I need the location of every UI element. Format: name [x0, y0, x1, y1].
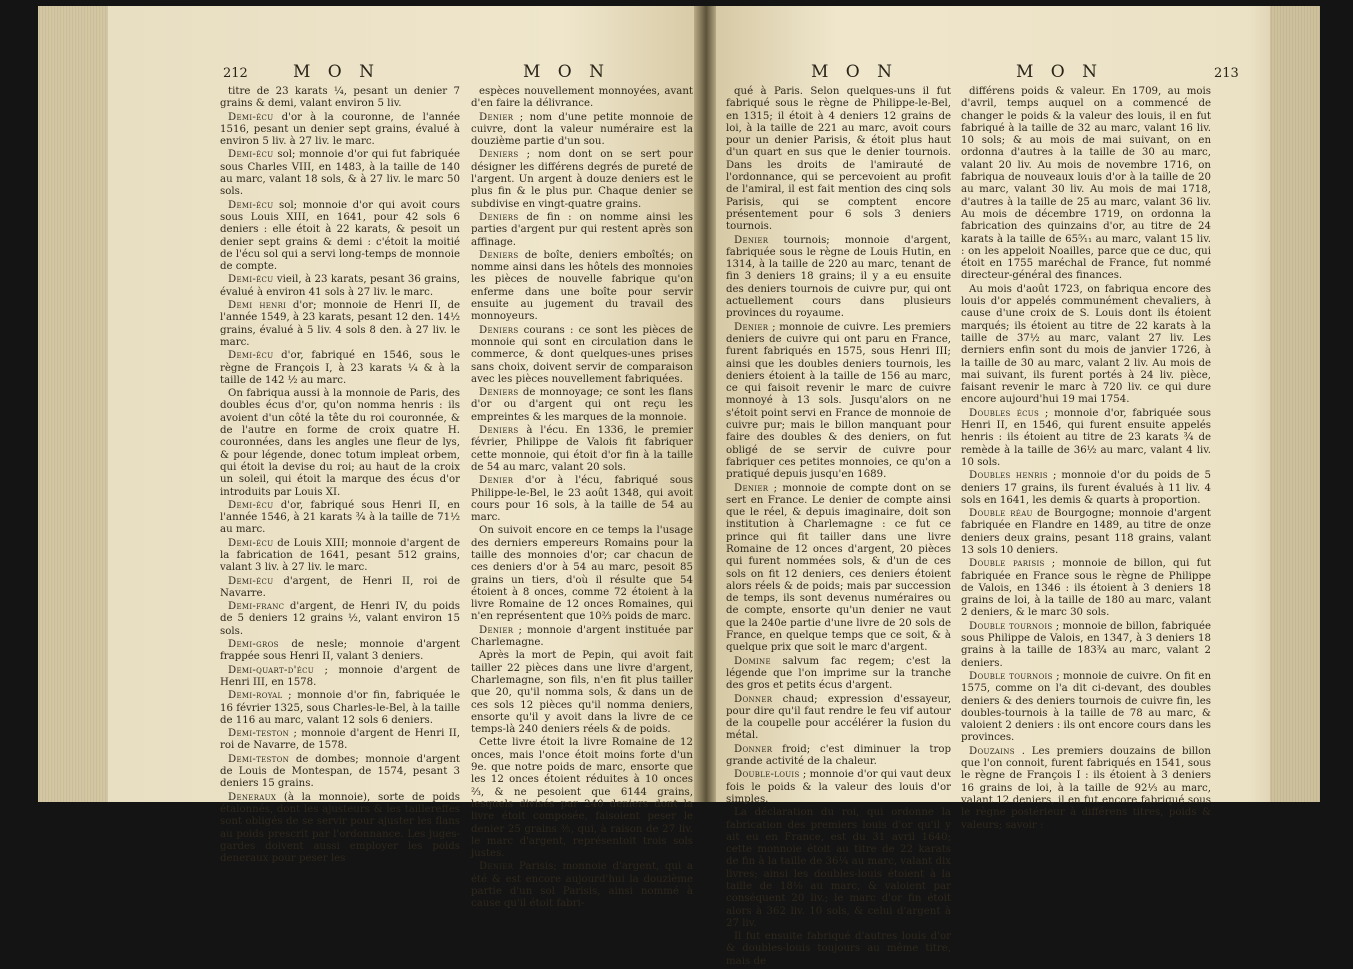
right-column-2 [961, 86, 1211, 833]
entry-text: titre de 23 karats ¼, pesant un denier 7 grains & demi, valant environ 5 liv. [220, 86, 460, 110]
entry-text: Cette livre étoit la livre Romaine de 12 onces, mais l'once étoit moins forte d'un 9e. que notre poids de marc, ensorte que les 12 onces étoient réduites à 10 onces ⅔, & ne pesoient que 6144 grains, lesquels divisés par 240 deniers dont la livre étoit composée, faisoient peser le denier 25 grains ⅗, qui, à raison de 27 liv. le marc d'argent, représentoit trois sols justes. [471, 737, 693, 860]
dictionary-entry [961, 408, 1211, 469]
entry-text: sol; monnoie d'or qui avoit cours sous Louis XIII, en 1641, pour 42 sols 6 deniers : elle étoit à 22 karats, & pesoit un denier sept grains & demi : c'étoit la moitié de l'écu sol qui a servi long-temps de monnoie de compte. [220, 199, 460, 273]
left-page-edges [38, 6, 108, 802]
entry-text: espèces nouvellement monnoyées, avant d'en faire la délivrance. [471, 86, 693, 110]
dictionary-entry [220, 690, 460, 727]
dictionary-entry [961, 558, 1211, 619]
dictionary-entry [471, 112, 693, 149]
dictionary-entry [471, 737, 693, 860]
entry-text: d'argent, de Henri II, roi de Navarre. [220, 575, 460, 599]
dictionary-entry [961, 508, 1211, 557]
entry-term: Deniers [479, 387, 519, 399]
entry-text: La déclaration du roi, qui ordonne la fabrication des premiers louis d'or qu'il y ait eu en France, est du 31 avril 1640; cette monnoie étoit au titre de 22 karats de fin à la taille de 36¼ au marc, valant dix livres; ainsi les doubles-louis étoient à la taille de 18⅛ au marc, & valoient par conséquent 20 liv.; le marc d'or fin étoit alors à 362 liv. 10 sols, & celui d'argent à 27 liv. [726, 807, 951, 929]
dictionary-entry [220, 200, 460, 274]
left-running-head-1: M O N [293, 62, 381, 82]
entry-text: vieil, à 23 karats, pesant 36 grains, évalué à environ 41 sols à 27 liv. le marc. [220, 274, 460, 298]
entry-term: Deneraux [228, 791, 277, 803]
right-page [716, 6, 1320, 967]
entry-text: d'argent, de Henri IV, du poids de 5 deniers 12 grains ½, valant environ 15 sols. [220, 601, 460, 637]
left-column-2 [471, 86, 693, 912]
entry-term: Demi-teston [228, 753, 290, 765]
dictionary-entry [220, 300, 460, 349]
entry-text: différens poids & valeur. En 1709, au mois d'avril, temps auquel on a commencé de changer le poids & la valeur des louis, il en fut fabriqué à la taille de 32 au marc, valant 16 liv. 10 sols; & au mois de mai suivant, on en ordonna d'autres à la taille de 30 au marc, valant 20 liv. Au mois de novembre 1716, on fabriqua de nouveaux louis d'or à la taille de 20 au marc, valant 30 liv. Au mois de mai 1718, d'autres à la taille de 25 au marc, valant 36 liv. Au mois de décembre 1719, on ordonna la fabrication des quinzains d'or, au titre de 24 karats à la taille de 65⁵⁄₁₁ au marc, valant 15 liv. : on les appeloit Noailles, parce que ce duc, qui étoit en 1755 maréchal de France, fut nommé directeur-général des finances. [961, 86, 1211, 282]
entry-term: Demi-gros [228, 639, 279, 651]
entry-term: Demi-écu [228, 537, 274, 549]
dictionary-entry [471, 86, 693, 111]
entry-text: de fin : on nomme ainsi les parties d'argent pur qui restent après son affinage. [471, 211, 693, 248]
entry-text: ; monnoie d'or fin, fabriquée le 16 février 1325, sous Charles-le-Bel, à la taille de 116 au marc, valant 12 sols 6 deniers. [220, 690, 460, 726]
entry-term: Double-louis [734, 769, 800, 781]
entry-text: ; monnoie d'or qui vaut deux fois le poids & la valeur des louis d'or simples. [726, 769, 952, 805]
dictionary-entry [961, 86, 1211, 283]
entry-text: On suivoit encore en ce temps la l'usage des derniers empereurs Romains pour la taille des monnoies d'or; car chacun de ces deniers d'or à 54 au marc, pesoit 85 grains un tiers, d'où il résulte que 54 étoient à 8 onces, comme 72 étoient à la livre Romaine de 12 onces Romaines, qui n'en représentent que 10⅔ poids de marc. [471, 525, 693, 623]
open-book [38, 6, 1320, 967]
entry-text: d'or, fabriqué sous Henri II, en l'année 1546, à 21 karats ¾ à la taille de 71½ au marc. [220, 499, 460, 536]
entry-text: froid; c'est diminuer la trop grande activité de la chaleur. [726, 743, 951, 768]
entry-text: ; monnoie de billon, fabriquée sous Philippe de Valois, en 1347, à 3 deniers 18 grains à la taille de 183¾ au marc, valant 2 deniers. [961, 620, 1211, 669]
right-folio: 213 [1214, 66, 1239, 81]
entry-text: ; monnoie de cuivre. Les premiers deniers de cuivre qui ont paru en France, furent fabriqués en 1575, sous Henri III; ainsi que les doubles deniers tournois, les deniers étoient à la taille de 156 au marc, ce qui faisoit revenir le marc de cuivre monnoyé à 13 sols. Jusqu'alors on ne s'étoit point servi en France de monnoie de cuivre pur; mais le billon manquant pour faire des doubles & des deniers, on fut obligé de se servir de cuivre pour fabriquer ces petites monnoies, ce qu'on a pratiqué depuis jusqu'en 1689. [726, 321, 951, 481]
dictionary-entry [961, 470, 1211, 507]
entry-term: Denier [479, 475, 514, 487]
entry-term: Deniers [479, 249, 519, 261]
entry-text: salvum fac regem; c'est la légende que l'on imprime sur la tranche des gros et petits écus d'argent. [726, 655, 951, 692]
entry-text: tournois; monnoie d'argent, fabriquée sous le règne de Louis Hutin, en 1314, à la taille de 220 au marc, tenant de fin 3 deniers 18 grains; il y a eu ensuite des deniers tournois de cuivre pur, qui ont actuellement cours dans plusieurs provinces du royaume. [726, 234, 951, 320]
right-page-edges [1270, 6, 1320, 802]
entry-term: Deniers [479, 211, 519, 223]
entry-term: Double tournois [969, 670, 1053, 682]
entry-text: de boîte, deniers emboîtés; on nomme ainsi dans les hôtels des monnoies les pièces de nouvelle fabrique qu'on enferme dans une boîte pour servir ensuite au jugement du travail des monnoyeurs. [471, 249, 693, 323]
entry-term: Demi-écu [228, 199, 274, 211]
dictionary-entry [471, 650, 693, 736]
entry-term: Domine [734, 655, 771, 667]
right-column-1 [726, 86, 951, 969]
dictionary-entry [220, 149, 460, 198]
dictionary-entry [220, 754, 460, 791]
dictionary-entry [726, 235, 951, 321]
entry-term: Demi-écu [228, 499, 274, 511]
entry-text: ; nom dont on se sert pour désigner les différens degrés de pureté de l'argent. Un argent à douze deniers est le plus fin & le plus pur. Chaque denier se subdivise en vingt-quatre grains. [471, 149, 693, 210]
left-running-head-2: M O N [523, 62, 611, 82]
entry-text: Après la mort de Pepin, qui avoit fait tailler 22 pièces dans une livre d'argent, Charlemagne, son fils, n'en fit plus tailler que 20, qu'il nomma sols, & dans un de ces sols 12 pièces qu'il nomma deniers, ensorte qu'il y avoit dans la livre de ce temps-là 240 deniers réels & de poids. [471, 650, 693, 736]
entry-term: Deniers [479, 149, 519, 161]
entry-text: ; monnoie d'or, fabriquée sous Henri II, en 1546, qui furent ensuite appelés henris : ils étoient au titre de 23 karats ¾ de remède à la taille de 36½ au marc, valant 4 liv. 10 sols. [961, 407, 1211, 468]
dictionary-entry [471, 325, 693, 386]
left-page [38, 6, 694, 910]
entry-term: Donner [734, 693, 773, 705]
dictionary-entry [961, 746, 1211, 832]
dictionary-entry [726, 807, 951, 930]
dictionary-entry [726, 769, 951, 806]
entry-text: On fabriqua aussi à la monnoie de Paris, des doubles écus d'or, qu'on nomma henris : ils avoient d'un côté la tête du roi couronnée, & de l'autre en forme de croix quatre H. couronnées, dans les angles une fleur de lys, & pour légende, donec totum impleat orbem, qui étoit la devise du roi; au haut de la croix un soleil, qui étoit la marque des écus d'or introduits par Louis XI. [220, 388, 460, 498]
dictionary-entry [726, 86, 951, 234]
entry-text: de nesle; monnoie d'argent frappée sous Henri II, valant 3 deniers. [220, 639, 460, 663]
dictionary-entry [220, 576, 460, 601]
dictionary-entry [220, 350, 460, 387]
left-column-1 [220, 86, 460, 866]
dictionary-entry [471, 425, 693, 474]
entry-term: Double tournois [969, 620, 1053, 632]
entry-text: ; monnoie de cuivre. On fit en 1575, comme on l'a dit ci-devant, des doubles deniers & des deniers tournois de cuivre fin, les doubles-tournois à la taille de 78 au marc, & valoient 2 deniers : ils ont encore cours dans les provinces. [961, 670, 1212, 744]
dictionary-entry [220, 274, 460, 299]
entry-text: Au mois d'août 1723, on fabriqua encore des louis d'or appelés communément chevaliers, à cause d'une croix de S. Louis dont ils étoient marqués; ils étoient au titre de 22 karats à la taille de 37½ au marc, valant 27 liv. Les derniers enfin sont du mois de janvier 1726, à la taille de 30 au marc, valant 2 liv. Au mois de mai suivant, ils furent portés à 24 liv. pièce, faisant revenir le marc à 720 liv. ce qui dure encore aujourd'hui 19 mai 1754. [961, 283, 1211, 406]
entry-term: Double parisis [969, 558, 1045, 570]
entry-term: Demi-franc [228, 601, 285, 613]
dictionary-entry [471, 149, 693, 210]
dictionary-entry [471, 250, 693, 324]
entry-text: qué à Paris. Selon quelques-uns il fut fabriqué sous le règne de Philippe-le-Bel, en 1315; il étoit à 4 deniers 12 grains de loi, à la taille de 221 au marc, avoit cours pour un denier Parisis, & étoit plus haut d'un quart en sus que le denier tournois. Dans les droits de l'amirauté de l'ordonnance, qui se percevoient au profit de l'amiral, il est fait mention des cinq sols Parisis, qui se comptent encore présentement pour 6 sols 3 deniers tournois. [726, 86, 951, 233]
entry-text: d'or, fabriqué en 1546, sous le règne de François I, à 23 karats ¼ & à la taille de 142 ½ au marc. [220, 350, 460, 386]
entry-term: Denier [479, 624, 514, 636]
entry-text: d'or à l'écu, fabriqué sous Philippe-le-Bel, le 23 août 1348, qui avoit cours pour 16 sols, à la taille de 54 au marc. [471, 475, 693, 524]
dictionary-entry [471, 525, 693, 623]
entry-text: sol; monnoie d'or qui fut fabriquée sous Charles VIII, en 1483, à la taille de 140 au marc, valant 18 sols, & à 27 liv. le marc 50 sols. [220, 149, 460, 198]
right-running-head-1: M O N [811, 62, 899, 82]
entry-term: Doubles henris [969, 470, 1048, 482]
dictionary-entry [220, 639, 460, 664]
entry-text: ; monnoie d'argent de Henri III, en 1578. [220, 664, 460, 688]
entry-text: de dombes; monnoie d'argent de Louis de Montespan, de 1574, pesant 3 deniers 15 grains. [220, 753, 460, 790]
dictionary-entry [220, 665, 460, 690]
entry-term: Denier [734, 321, 769, 333]
entry-term: Deniers [479, 425, 519, 437]
entry-text: ; monnoie d'or du poids de 5 deniers 17 grains, ils furent évalués à 11 liv. 4 sols en 1641, les demis & quarts à proportion. [961, 470, 1211, 506]
entry-term: Demi-teston [228, 728, 290, 740]
entry-term: Demi-quart-d'écu [228, 664, 314, 676]
dictionary-entry [961, 284, 1211, 407]
left-folio: 212 [223, 66, 248, 81]
dictionary-entry [220, 500, 460, 537]
dictionary-entry [471, 861, 693, 910]
dictionary-entry [220, 388, 460, 499]
entry-term: Denier [734, 234, 769, 246]
entry-text: de Louis XIII; monnoie d'argent de la fabrication de 1641, pesant 512 grains, valant 3 liv. à 27 liv. le marc. [220, 537, 460, 574]
entry-text: chaud; expression d'essayeur, pour dire qu'il faut rendre le feu vif autour de la coupelle pour accélérer la fusion du métal. [726, 693, 951, 742]
dictionary-entry [726, 656, 951, 693]
entry-text: Parisis; monnoie d'argent, qui a été & est encore aujourd'hui la douzième partie d'un sol Parisis, ainsi nommé à cause qu'il étoit fabri- [471, 861, 693, 910]
entry-term: Deniers [479, 324, 519, 336]
entry-term: Demi-écu [228, 274, 274, 286]
entry-term: Demi-écu [228, 149, 274, 161]
entry-term: Double réau [969, 508, 1033, 520]
dictionary-entry [471, 625, 693, 650]
dictionary-entry [220, 112, 460, 149]
entry-text: ; monnoie d'argent instituée par Charlemagne. [471, 624, 693, 649]
entry-term: Demi-royal [228, 690, 283, 702]
entry-term: Demi-écu [228, 111, 274, 123]
entry-term: Denier [479, 861, 514, 873]
entry-text: Il fut ensuite fabriqué d'autres louis d'or & doubles-louis toujours au même titre, mais de [726, 931, 951, 967]
right-running-head-2: M O N [1016, 62, 1104, 82]
dictionary-entry [726, 694, 951, 743]
entry-text: d'or; monnoie de Henri II, de l'année 1549, à 23 karats, pesant 12 den. 14½ grains, évalué à 5 liv. 4 sols 8 den. à 27 liv. le marc. [220, 300, 460, 348]
dictionary-entry [961, 621, 1211, 670]
entry-term: Demi-écu [228, 350, 274, 362]
entry-text: d'or à la couronne, de l'année 1516, pesant un denier sept grains, évalué à environ 5 liv. à 27 liv. le marc. [220, 111, 460, 148]
dictionary-entry [220, 728, 460, 753]
dictionary-entry [471, 475, 693, 524]
entry-term: Doubles écus [969, 407, 1040, 419]
entry-text: ; monnoie de billon, qui fut fabriquée en France sous le règne de Philippe de Valois, en 1346 : ils étoient à 3 deniers 18 grains de loi, à la taille de 180 au marc, valant 2 deniers, & le marc 30 sols. [961, 558, 1211, 619]
dictionary-entry [220, 792, 460, 866]
entry-text: courans : ce sont les pièces de monnoie qui sont en circulation dans le commerce, & dont quelques-unes prises sans choix, doivent servir de comparaison avec les pièces nouvellement fabriquées. [471, 324, 693, 385]
entry-text: . Les premiers douzains de billon que l'on connoit, furent fabriqués en 1541, sous le règne de François I : ils étoient à 3 deniers 16 grains de loi, à la taille de 92⅓ au marc, valant 12 deniers, il en fut encore fabriqué sous le règne postérieur à différens titres, poids & valeurs; savoir : [961, 745, 1211, 831]
entry-term: Denier [734, 482, 769, 494]
entry-text: (à la monnoie), sorte de poids étalonnés, dont les ajusteurs & les taillereffes sont obligés de se servir pour ajuster les flans au poids prescrit par l'ordonnance. Les juges-gardes doivent aussi employer les poids deneraux pour peser les [220, 791, 460, 865]
dictionary-entry [961, 671, 1211, 745]
entry-text: de Bourgogne; monnoie d'argent fabriquée en Flandre en 1489, au titre de onze deniers deux grains, pesant 118 grains, valant 13 sols 10 deniers. [961, 508, 1211, 556]
dictionary-entry [471, 387, 693, 424]
dictionary-entry [726, 483, 951, 655]
entry-text: ; monnoie d'argent de Henri II, roi de Navarre, de 1578. [220, 728, 460, 752]
entry-term: Douzains [969, 745, 1015, 757]
dictionary-entry [726, 322, 951, 482]
entry-term: Denier [479, 111, 514, 123]
dictionary-entry [726, 931, 951, 968]
entry-term: Demi-écu [228, 575, 274, 587]
entry-term: Demi henri [228, 300, 287, 312]
entry-text: à l'écu. En 1336, le premier février, Philippe de Valois fit fabriquer cette monnoie, qui étoit d'or fin à la taille de 54 au marc, valant 20 sols. [471, 425, 693, 473]
book-spine [694, 6, 716, 802]
dictionary-entry [220, 601, 460, 638]
dictionary-entry [471, 212, 693, 249]
dictionary-entry [220, 86, 460, 111]
entry-term: Donner [734, 743, 773, 755]
dictionary-entry [726, 744, 951, 769]
entry-text: ; nom d'une petite monnoie de cuivre, dont la valeur numéraire est la douzième partie d'un sou. [471, 111, 693, 148]
entry-text: ; monnoie de compte dont on se sert en France. Le denier de compte ainsi que le réel, & depuis imaginaire, doit son institution à Charlemagne : ce fut ce prince qui fit tailler dans une livre Romaine de 12 onces d'argent, 20 pièces qui furent nommées sols, & d'un de ces sols on fit 12 deniers, ces deniers étoient alors réels & de poids; mais par succession de temps, ils sont devenus numéraires ou de compte, ensorte qu'un denier ne vaut que la 240e partie d'une livre de 20 sols de France, en quelque temps que ce soit, & à quelque prix que soit le marc d'argent. [726, 482, 951, 654]
entry-text: de monnoyage; ce sont les flans d'or ou d'argent qui ont reçu les empreintes & les marques de la monnoie. [471, 387, 693, 423]
dictionary-entry [220, 538, 460, 575]
